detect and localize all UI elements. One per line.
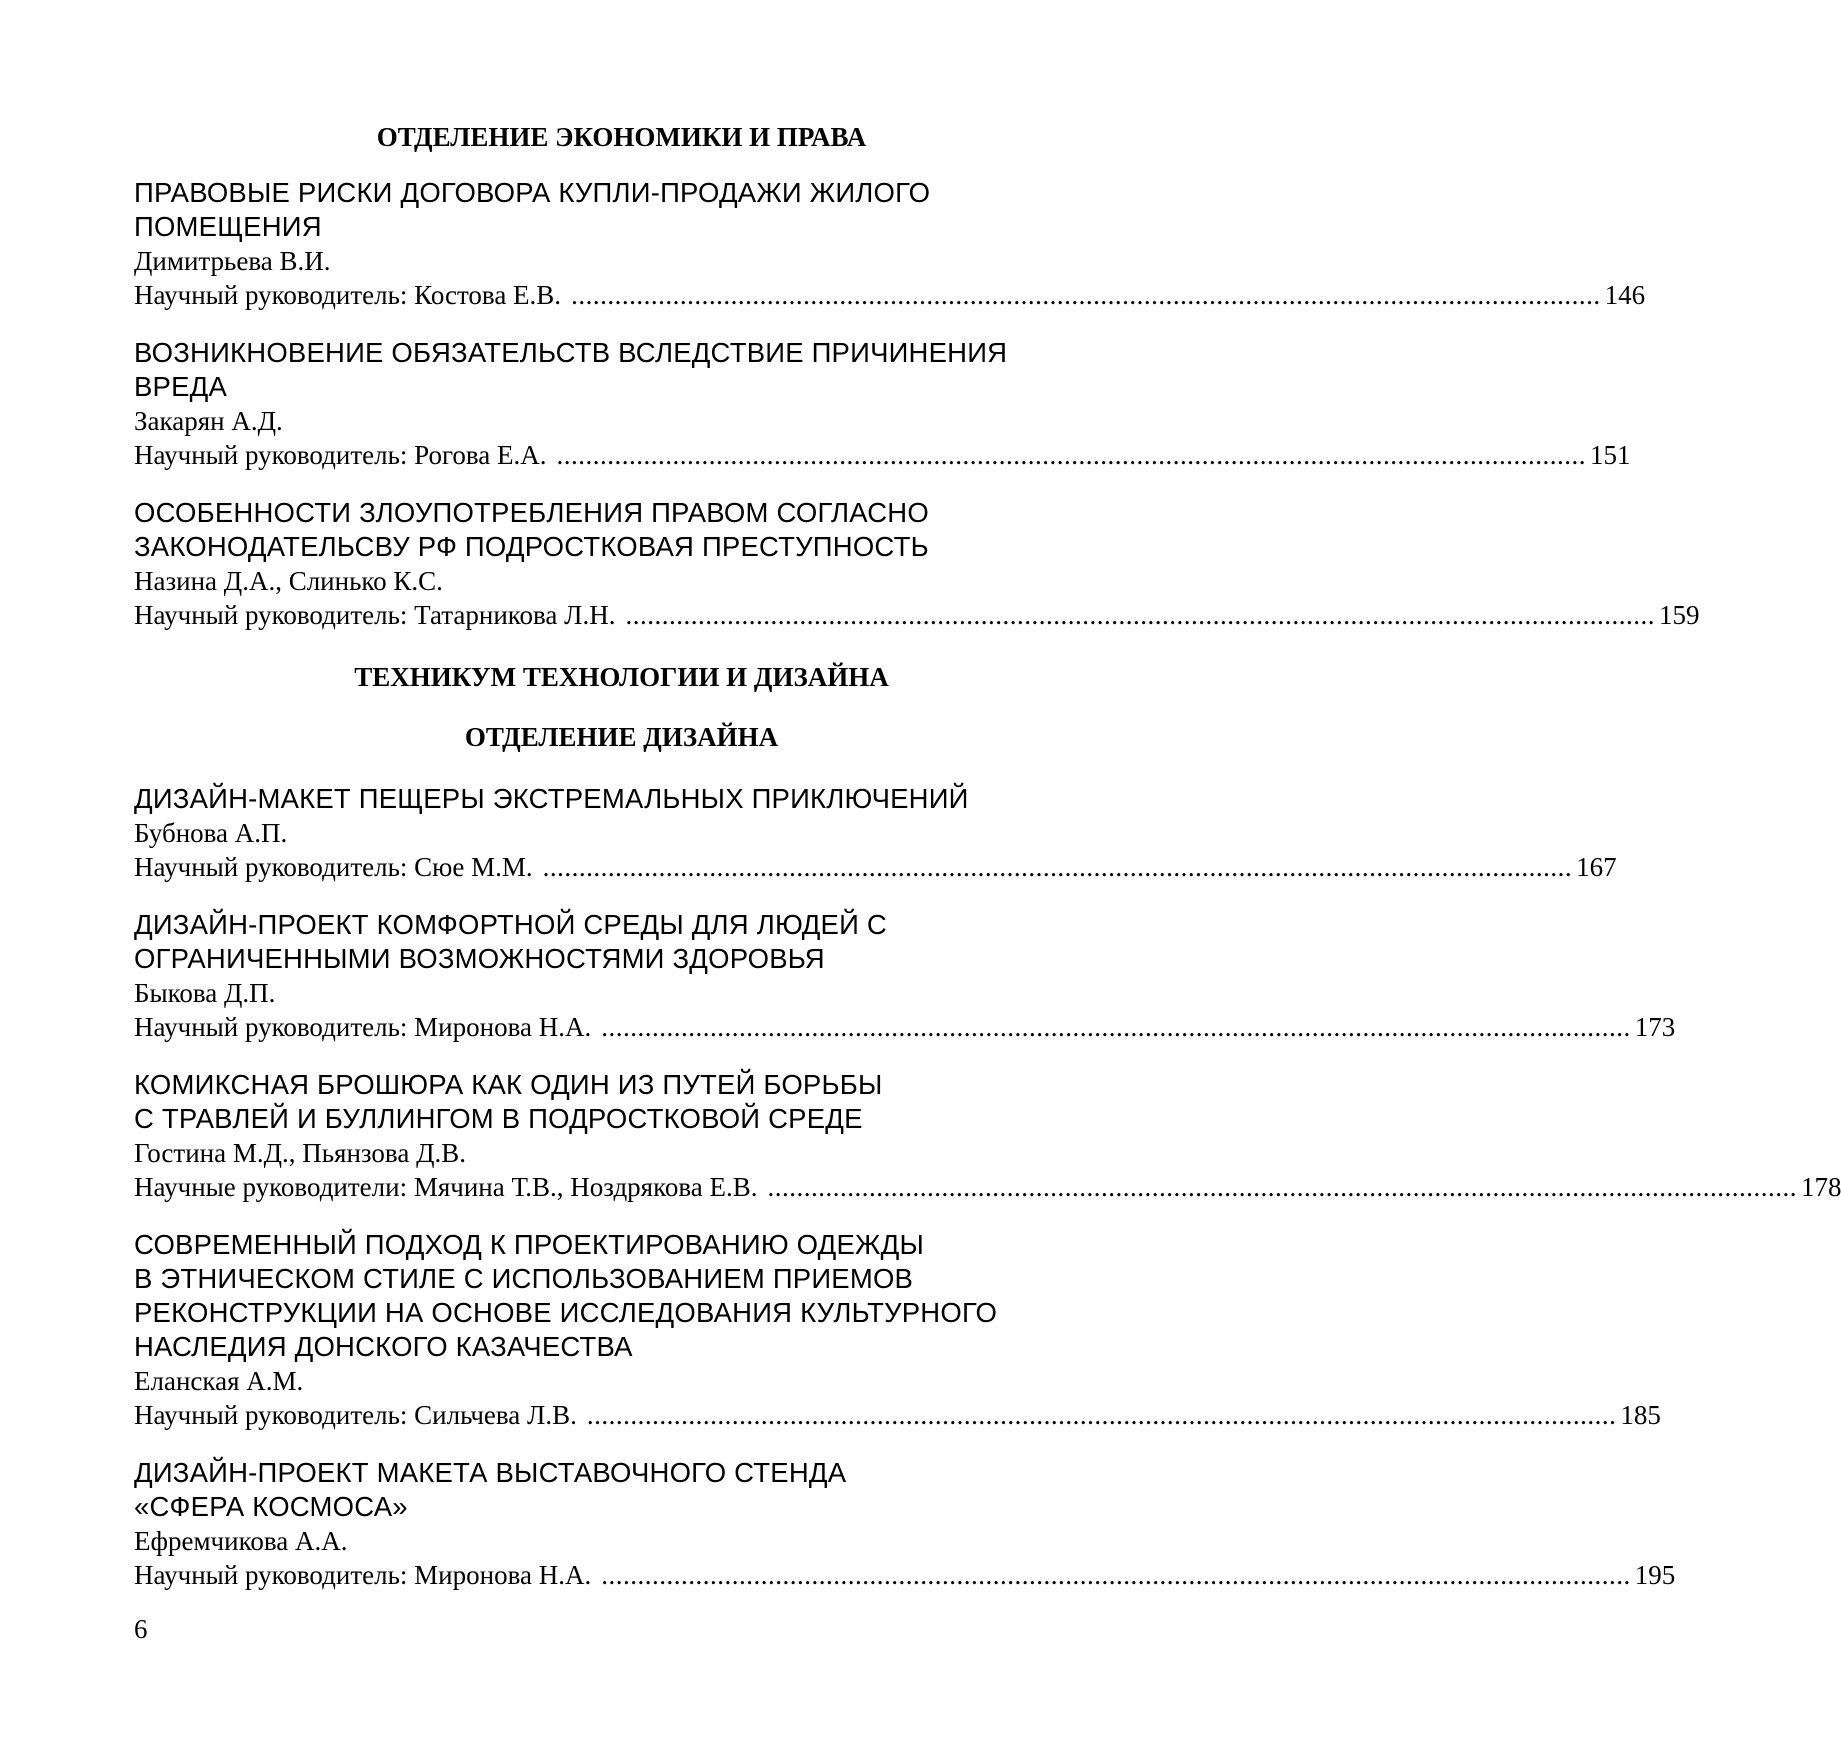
leader-dots: ..............................................................................................................................................: [542, 852, 1573, 882]
leader-dots: ..............................................................................................................................................: [556, 440, 1587, 470]
entry-page-number: 195: [1634, 1560, 1676, 1590]
entry-page-number: 167: [1576, 852, 1617, 882]
entry-supervisor: Научный руководитель: Костова Е.В.: [134, 280, 562, 310]
entry-page-number: 146: [1604, 280, 1646, 310]
entry-supervisor-line: [134, 850, 1617, 884]
entry-authors: Еланская А.М.: [134, 1366, 304, 1396]
entry-page-number: 159: [1658, 600, 1700, 630]
section-heading-economics-law: ОТДЕЛЕНИЕ ЭКОНОМИКИ И ПРАВА: [376, 122, 867, 152]
entry-supervisor: Научные руководители: Мячина Т.В., Ноздрякова Е.В.: [134, 1172, 758, 1202]
entry-authors: Быкова Д.П.: [134, 978, 276, 1008]
entry-supervisor: Научный руководитель: Сильчева Л.В.: [134, 1400, 577, 1430]
entry-authors: Закарян А.Д.: [134, 406, 283, 436]
entry-supervisor: Научный руководитель: Татарникова Л.Н.: [134, 600, 616, 630]
entry-supervisor-line: [134, 598, 1700, 632]
entry-title: КОМИКСНАЯ БРОШЮРА КАК ОДИН ИЗ ПУТЕЙ БОРЬБЫ С ТРАВЛЕЙ И БУЛЛИНГОМ В ПОДРОСТКОВОЙ СРЕДЕ: [134, 1069, 883, 1134]
entry-title: ДИЗАЙН-МАКЕТ ПЕЩЕРЫ ЭКСТРЕМАЛЬНЫХ ПРИКЛЮЧЕНИЙ: [134, 783, 969, 814]
entry-title: ДИЗАЙН-ПРОЕКТ КОМФОРТНОЙ СРЕДЫ ДЛЯ ЛЮДЕЙ С ОГРАНИЧЕННЫМИ ВОЗМОЖНОСТЯМИ ЗДОРОВЬЯ: [134, 909, 887, 974]
entry-title: ДИЗАЙН-ПРОЕКТ МАКЕТА ВЫСТАВОЧНОГО СТЕНДА «СФЕРА КОСМОСА»: [134, 1457, 847, 1522]
leader-dots: ..............................................................................................................................................: [601, 1560, 1631, 1590]
entry-title: ОСОБЕННОСТИ ЗЛОУПОТРЕБЛЕНИЯ ПРАВОМ СОГЛАСНО ЗАКОНОДАТЕЛЬСВУ РФ ПОДРОСТКОВАЯ ПРЕСТУПНОСТЬ: [134, 497, 929, 562]
entry-authors: Назина Д.А., Слинько К.С.: [134, 566, 443, 596]
leader-dots: ..............................................................................................................................................: [625, 600, 1655, 630]
page-number: 6: [134, 1614, 148, 1644]
leader-dots: ..............................................................................................................................................: [601, 1012, 1631, 1042]
entry-supervisor-line: [134, 1170, 1841, 1204]
entry-authors: Димитрьева В.И.: [134, 246, 331, 276]
leader-dots: ..............................................................................................................................................: [767, 1172, 1797, 1202]
entry-page-number: 173: [1634, 1012, 1676, 1042]
entry-supervisor: Научный руководитель: Миронова Н.А.: [134, 1560, 592, 1590]
entry-supervisor-line: [134, 1558, 1676, 1592]
entry-supervisor: Научный руководитель: Сюе М.М.: [134, 852, 533, 882]
leader-dots: ..............................................................................................................................................: [571, 280, 1601, 310]
entry-title: ПРАВОВЫЕ РИСКИ ДОГОВОРА КУПЛИ-ПРОДАЖИ ЖИЛОГО ПОМЕЩЕНИЯ: [134, 177, 931, 242]
entry-title: СОВРЕМЕННЫЙ ПОДХОД К ПРОЕКТИРОВАНИЮ ОДЕЖДЫ В ЭТНИЧЕСКОМ СТИЛЕ С ИСПОЛЬЗОВАНИЕМ ПРИЕМОВ РЕКОНСТРУКЦИИ НА ОСНОВЕ ИССЛЕДОВАНИЯ КУЛЬТУРНОГО НАСЛЕДИЯ ДОНСКОГО КАЗАЧЕСТВА: [134, 1229, 998, 1362]
entry-supervisor-line: [134, 438, 1631, 472]
entry-page-number: 185: [1620, 1400, 1661, 1430]
entry-authors: Ефремчикова А.А.: [134, 1526, 348, 1556]
entry-authors: Бубнова А.П.: [134, 818, 288, 848]
entry-supervisor-line: [134, 278, 1646, 312]
entry-supervisor-line: [134, 1398, 1661, 1432]
leader-dots: ..............................................................................................................................................: [586, 1400, 1617, 1430]
entry-supervisor-line: [134, 1010, 1676, 1044]
entry-supervisor: Научный руководитель: Миронова Н.А.: [134, 1012, 592, 1042]
entry-title: ВОЗНИКНОВЕНИЕ ОБЯЗАТЕЛЬСТВ ВСЛЕДСТВИЕ ПРИЧИНЕНИЯ ВРЕДА: [134, 337, 1008, 402]
section-heading-technology-design: ТЕХНИКУМ ТЕХНОЛОГИИ И ДИЗАЙНА: [354, 662, 889, 692]
section-heading-design: ОТДЕЛЕНИЕ ДИЗАЙНА: [464, 722, 779, 752]
entry-page-number: 178: [1800, 1172, 1841, 1202]
entry-authors: Гостина М.Д., Пьянзова Д.В.: [134, 1138, 466, 1168]
entry-page-number: 151: [1590, 440, 1631, 470]
entry-supervisor: Научный руководитель: Рогова Е.А.: [134, 440, 547, 470]
